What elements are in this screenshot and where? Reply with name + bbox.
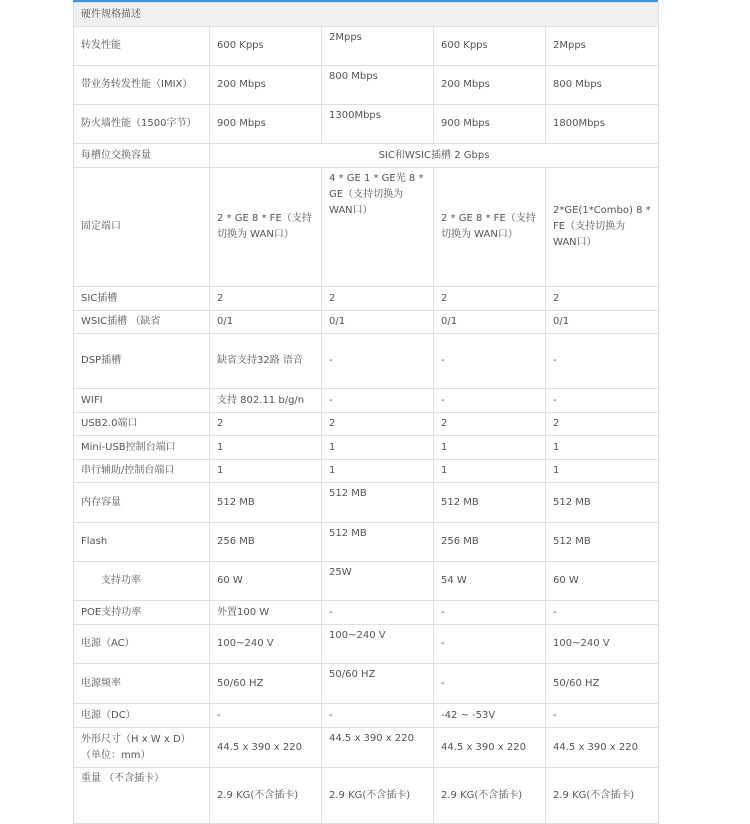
cell: - xyxy=(322,334,434,389)
cell: 2 xyxy=(210,287,322,311)
cell: 1 xyxy=(322,460,434,483)
cell: 44.5 x 390 x 220 xyxy=(434,728,546,768)
table-row xyxy=(74,768,659,824)
row-label: 转发性能 xyxy=(74,27,210,66)
row-label: 固定端口 xyxy=(74,168,210,287)
cell: 200 Mbps xyxy=(210,66,322,105)
cell: 1 xyxy=(434,460,546,483)
cell: 2 * GE 8 * FE（支持切换为 WAN口） xyxy=(434,168,546,287)
table-row xyxy=(74,144,659,168)
cell: - xyxy=(322,601,434,625)
row-label: POE支持功率 xyxy=(74,601,210,625)
row-label: Mini-USB控制台端口 xyxy=(74,436,210,460)
row-label: SIC插槽 xyxy=(74,287,210,311)
row-label: Flash xyxy=(74,523,210,562)
cell: 50/60 HZ xyxy=(210,664,322,704)
table-row xyxy=(74,562,659,601)
cell: 2.9 KG(不含插卡) xyxy=(546,768,659,824)
cell: 50/60 HZ xyxy=(322,664,434,704)
cell: - xyxy=(546,601,659,625)
row-label: 内存容量 xyxy=(74,483,210,523)
row-label: 外形尺寸（H x W x D）（单位：mm） xyxy=(74,728,210,768)
cell: - xyxy=(434,601,546,625)
cell: - xyxy=(434,625,546,664)
table-row xyxy=(74,523,659,562)
cell: 900 Mbps xyxy=(210,105,322,144)
row-label: WSIC插槽 （缺省 xyxy=(74,311,210,334)
cell: 缺省支持32路 语音 xyxy=(210,334,322,389)
cell: 外置100 W xyxy=(210,601,322,625)
row-label: 串行辅助/控制台端口 xyxy=(74,460,210,483)
cell: 1 xyxy=(322,436,434,460)
cell: 50/60 HZ xyxy=(546,664,659,704)
table-row xyxy=(74,413,659,436)
cell: 2 * GE 8 * FE（支持切换为 WAN口） xyxy=(210,168,322,287)
cell: - xyxy=(546,704,659,728)
cell: - xyxy=(434,334,546,389)
cell: 1 xyxy=(546,460,659,483)
cell: 0/1 xyxy=(322,311,434,334)
cell: 2 xyxy=(210,413,322,436)
row-label: 重量 （不含插卡） xyxy=(74,768,210,824)
cell: 44.5 x 390 x 220 xyxy=(546,728,659,768)
row-label: 支持功率 xyxy=(74,562,210,601)
table-row xyxy=(74,287,659,311)
cell: 4 * GE 1 * GE光 8 * GE（支持切换为 WAN口） xyxy=(322,168,434,287)
cell: - xyxy=(210,704,322,728)
cell: 0/1 xyxy=(210,311,322,334)
cell: 1 xyxy=(210,436,322,460)
cell: 60 W xyxy=(210,562,322,601)
cell: - xyxy=(434,664,546,704)
table-row xyxy=(74,728,659,768)
row-label: 防火墙性能（1500字节） xyxy=(74,105,210,144)
cell: 900 Mbps xyxy=(434,105,546,144)
cell: 2Mpps xyxy=(322,27,434,66)
cell: 512 MB xyxy=(322,523,434,562)
cell: 1300Mbps xyxy=(322,105,434,144)
cell: 512 MB xyxy=(546,483,659,523)
cell: 2.9 KG(不含插卡) xyxy=(322,768,434,824)
cell: 600 Kpps xyxy=(434,27,546,66)
table-row xyxy=(74,66,659,105)
cell: 2 xyxy=(322,287,434,311)
cell: 60 W xyxy=(546,562,659,601)
table-row xyxy=(74,704,659,728)
table-row xyxy=(74,601,659,625)
cell: 2.9 KG(不含插卡) xyxy=(210,768,322,824)
cell: 1 xyxy=(546,436,659,460)
cell: - xyxy=(322,389,434,413)
cell: 2 xyxy=(546,413,659,436)
cell: 600 Kpps xyxy=(210,27,322,66)
cell: 2 xyxy=(434,413,546,436)
table-row xyxy=(74,105,659,144)
cell: 800 Mbps xyxy=(546,66,659,105)
cell: - xyxy=(546,389,659,413)
section-title: 硬件规格描述 xyxy=(74,3,659,27)
cell: 2 xyxy=(322,413,434,436)
cell: 2Mpps xyxy=(546,27,659,66)
cell: 256 MB xyxy=(434,523,546,562)
row-label: 带业务转发性能（IMIX） xyxy=(74,66,210,105)
cell: 512 MB xyxy=(322,483,434,523)
table-row xyxy=(74,389,659,413)
table-row xyxy=(74,436,659,460)
cell: - xyxy=(434,389,546,413)
cell: 512 MB xyxy=(210,483,322,523)
cell: - xyxy=(322,704,434,728)
cell: 200 Mbps xyxy=(434,66,546,105)
table-row xyxy=(74,625,659,664)
row-label: 电源（AC） xyxy=(74,625,210,664)
table-row xyxy=(74,460,659,483)
row-label: 电源（DC） xyxy=(74,704,210,728)
cell: 512 MB xyxy=(546,523,659,562)
row-label: 电源频率 xyxy=(74,664,210,704)
cell: 256 MB xyxy=(210,523,322,562)
cell: - xyxy=(546,334,659,389)
cell: 54 W xyxy=(434,562,546,601)
cell: 100~240 V xyxy=(546,625,659,664)
cell: 2 xyxy=(546,287,659,311)
cell: 0/1 xyxy=(434,311,546,334)
row-label: DSP插槽 xyxy=(74,334,210,389)
spanned-cell: SIC和WSIC插槽 2 Gbps xyxy=(210,144,659,168)
cell: 44.5 x 390 x 220 xyxy=(210,728,322,768)
cell: 支持 802.11 b/g/n xyxy=(210,389,322,413)
row-label: 每槽位交换容量 xyxy=(74,144,210,168)
cell: -42 ~ -53V xyxy=(434,704,546,728)
table-header-row xyxy=(74,3,659,27)
cell: 800 Mbps xyxy=(322,66,434,105)
table-row xyxy=(74,334,659,389)
cell: 1 xyxy=(434,436,546,460)
cell: 1800Mbps xyxy=(546,105,659,144)
cell: 44.5 x 390 x 220 xyxy=(322,728,434,768)
cell: 2 xyxy=(434,287,546,311)
table-row xyxy=(74,483,659,523)
hardware-spec-table xyxy=(73,2,659,824)
cell: 0/1 xyxy=(546,311,659,334)
cell: 2*GE(1*Combo) 8 * FE（支持切换为 WAN口） xyxy=(546,168,659,287)
cell: 25W xyxy=(322,562,434,601)
table-row xyxy=(74,311,659,334)
cell: 2.9 KG(不含插卡) xyxy=(434,768,546,824)
row-label: USB2.0端口 xyxy=(74,413,210,436)
cell: 512 MB xyxy=(434,483,546,523)
table-row xyxy=(74,664,659,704)
table-row xyxy=(74,27,659,66)
cell: 1 xyxy=(210,460,322,483)
cell: 100~240 V xyxy=(210,625,322,664)
table-row xyxy=(74,168,659,287)
row-label: WIFI xyxy=(74,389,210,413)
cell: 100~240 V xyxy=(322,625,434,664)
